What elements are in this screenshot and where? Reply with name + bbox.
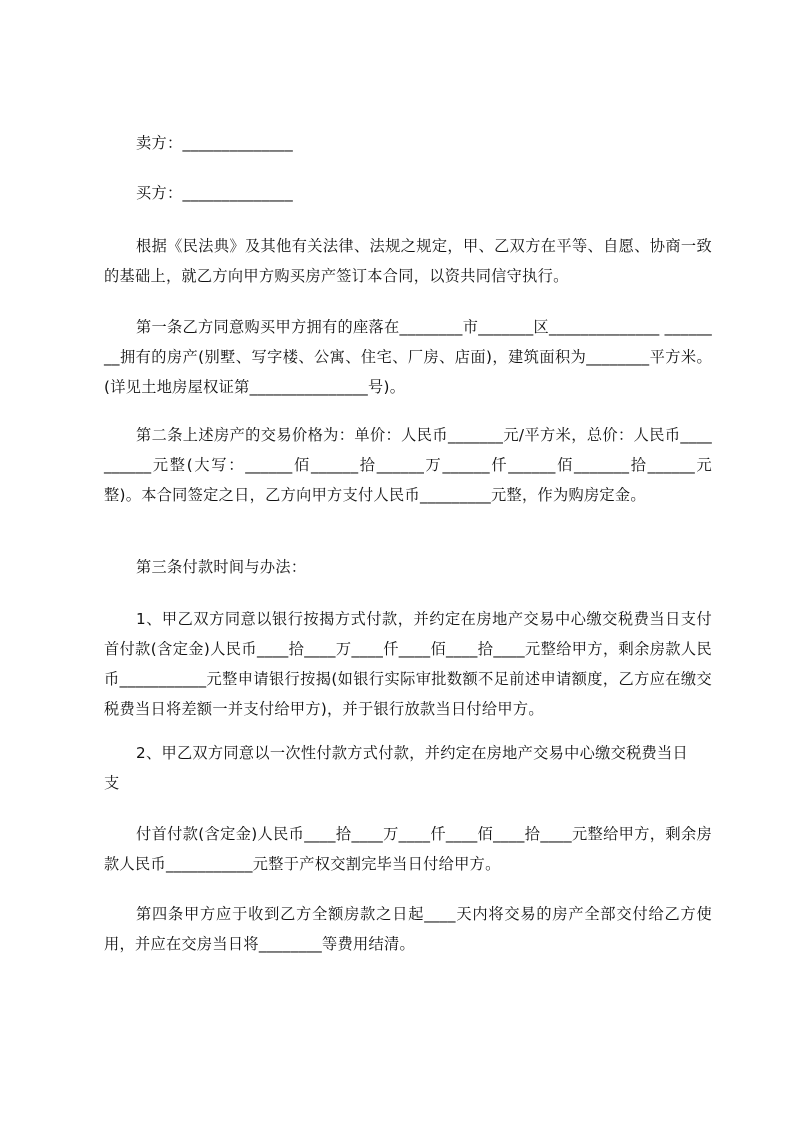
article-3-item-2-continuation: 付首付款(含定金)人民币____拾____万____仟____佰____拾____元整给甲方，剩余房款人民币___________元整于产权交割完毕当日付给甲方。 [104, 825, 712, 873]
article-2-paragraph: 第二条上述房产的交易价格为：单价：人民币_______元/平方米，总价：人民币__________元整(大写：______佰______拾______万______仟______佰_______拾______元整)。本合同签定之日，乙方向甲方支付人民币_________元整，作为购房定金。 [104, 426, 712, 504]
buyer-line: 买方：______________ [136, 184, 293, 202]
article-3-item-2-line-1: 2、甲乙双方同意以一次性付款方式付款，并约定在房地产交易中心缴交税费当日 [136, 744, 689, 762]
seller-line: 卖方：______________ [136, 134, 293, 152]
article-3-item-1: 1、甲乙双方同意以银行按揭方式付款，并约定在房地产交易中心缴交税费当日支付首付款(含定金)人民币____拾____万____仟____佰____拾____元整给甲方，剩余房款人民币___________元整申请银行按揭(如银行实际审批数额不足前述申请额度，乙方应在缴交税费当日将差额一并支付给甲方)，并于银行放款当日付给甲方。 [104, 610, 712, 718]
article-3-item-2-line-2: 支 [104, 774, 120, 792]
preamble-paragraph: 根据《民法典》及其他有关法律、法规之规定，甲、乙双方在平等、自愿、协商一致的基础上，就乙方向甲方购买房产签订本合同，以资共同信守执行。 [104, 237, 712, 285]
article-3-title: 第三条付款时间与办法： [136, 558, 307, 576]
article-4-paragraph: 第四条甲方应于收到乙方全额房款之日起____天内将交易的房产全部交付给乙方使用，并应在交房当日将________等费用结清。 [104, 905, 712, 953]
article-1-paragraph: 第一条乙方同意购买甲方拥有的座落在________市_______区______________ ________拥有的房产(别墅、写字楼、公寓、住宅、厂房、店面)，建筑面积为________平方米。(详见土地房屋权证第_______________号)。 [104, 318, 712, 396]
